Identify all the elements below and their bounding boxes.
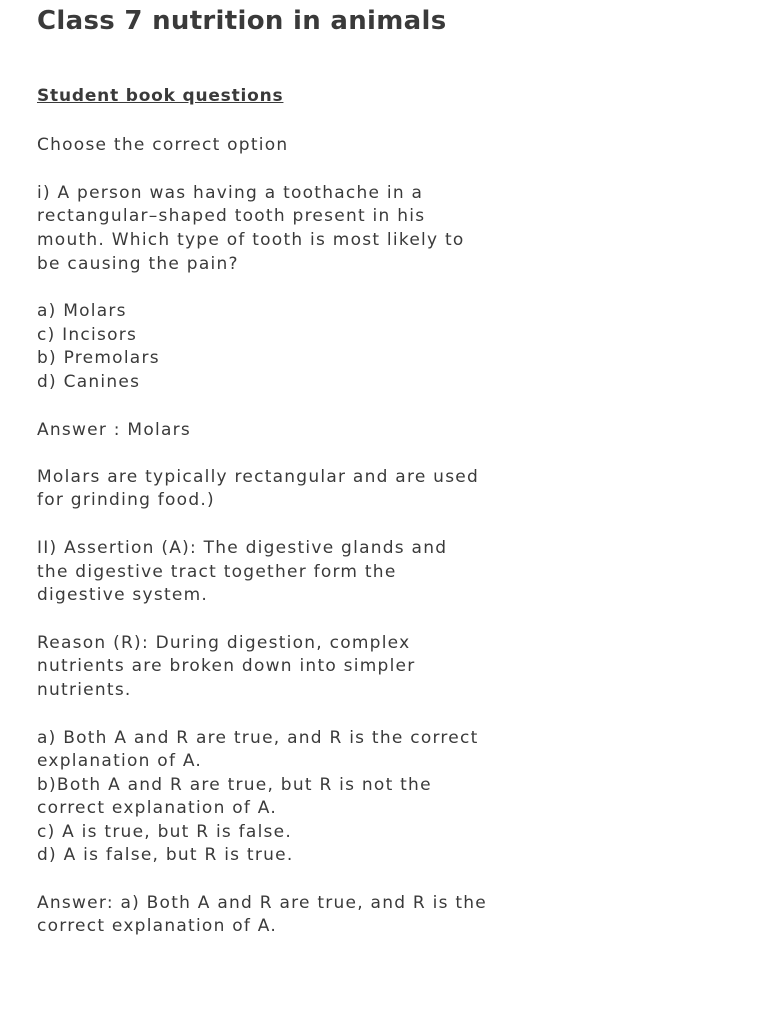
q2-option-line: a) Both A and R are true, and R is the correct <box>37 728 479 748</box>
q2-option-line: c) A is true, but R is false. <box>37 822 293 842</box>
q1-explanation-line: Molars are typically rectangular and are used <box>37 467 480 487</box>
section-heading: Student book questions <box>37 86 284 106</box>
q2-assertion-line: II) Assertion (A): The digestive glands and <box>37 538 448 558</box>
q2-answer-line: correct explanation of A. <box>37 916 278 936</box>
q1-option: a) Molars <box>37 301 127 321</box>
instruction-text: Choose the correct option <box>37 135 289 155</box>
q2-answer-line: Answer: a) Both A and R are true, and R is the <box>37 893 488 913</box>
q1-option: b) Premolars <box>37 348 160 368</box>
q1-question-line: be causing the pain? <box>37 254 239 274</box>
q1-option: c) Incisors <box>37 325 138 345</box>
q2-option-line: d) A is false, but R is true. <box>37 845 294 865</box>
q2-reason-line: nutrients. <box>37 680 132 700</box>
q1-explanation-line: for grinding food.) <box>37 490 215 510</box>
q2-assertion-line: the digestive tract together form the <box>37 562 397 582</box>
q1-question-line: mouth. Which type of tooth is most likely to <box>37 230 465 250</box>
q2-reason-line: Reason (R): During digestion, complex <box>37 633 411 653</box>
q2-reason-line: nutrients are broken down into simpler <box>37 656 416 676</box>
q2-option-line: explanation of A. <box>37 751 203 771</box>
q1-question-line: i) A person was having a toothache in a <box>37 183 424 203</box>
q1-answer: Answer : Molars <box>37 420 191 440</box>
page-title: Class 7 nutrition in animals <box>37 6 447 36</box>
q2-option-line: b)Both A and R are true, but R is not the <box>37 775 432 795</box>
q1-option: d) Canines <box>37 372 141 392</box>
q1-question-line: rectangular–shaped tooth present in his <box>37 206 426 226</box>
q2-option-line: correct explanation of A. <box>37 798 278 818</box>
q2-assertion-line: digestive system. <box>37 585 209 605</box>
